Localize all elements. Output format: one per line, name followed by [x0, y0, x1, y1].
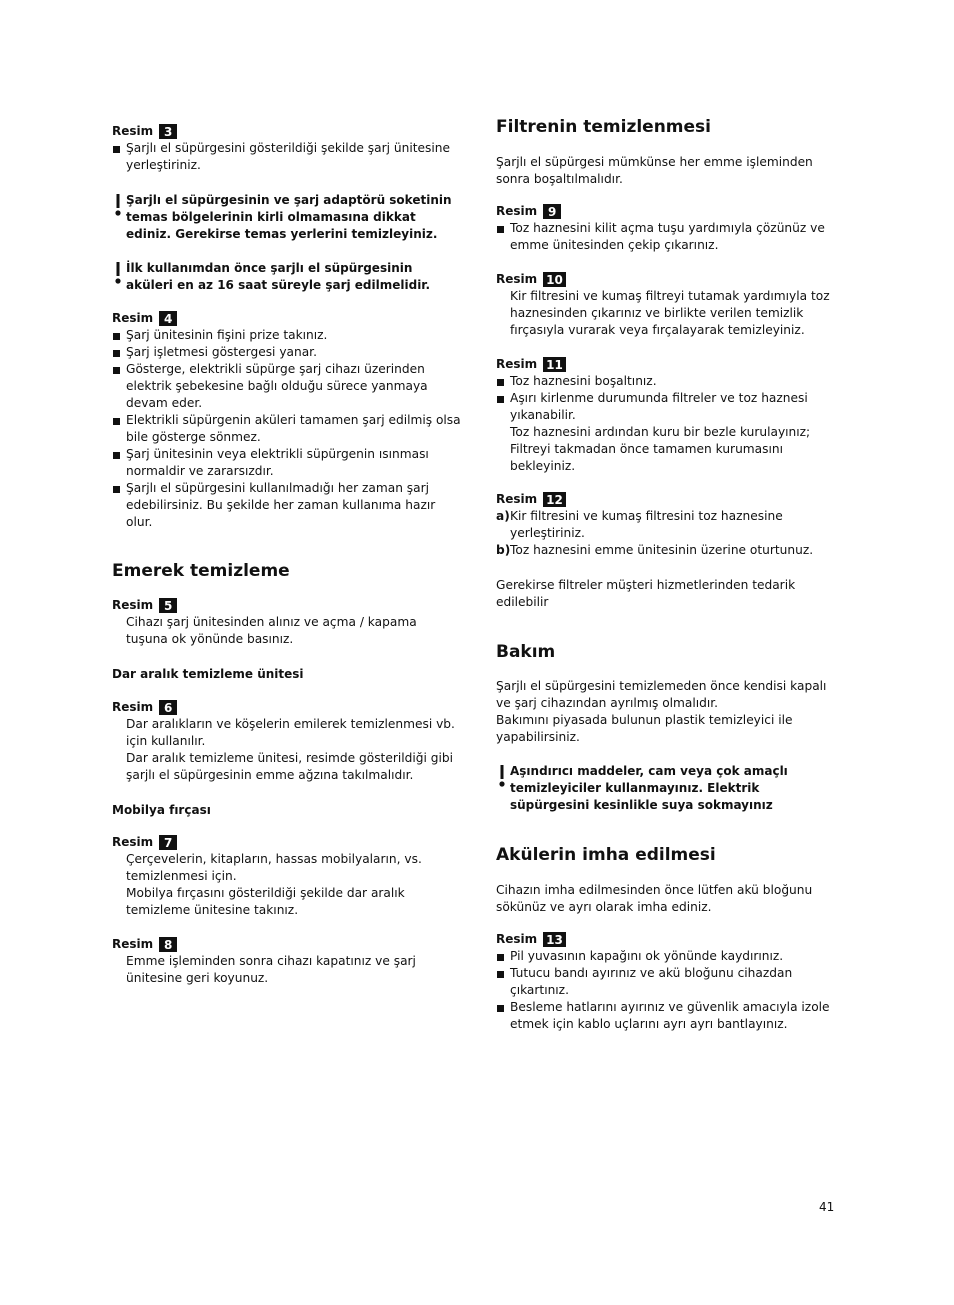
resim-5-section	[112, 596, 462, 648]
list-item: Toz haznesini boşaltınız.	[496, 373, 838, 390]
resim-12-section	[496, 490, 838, 559]
resim-4-section	[112, 309, 462, 531]
warning-note: İlk kullanımdan önce şarjlı el süpürgesinin aküleri en az 16 saat süreyle şarj edilmelidir.	[112, 260, 462, 294]
exclamation-icon	[114, 262, 122, 284]
bullet-square-icon	[497, 971, 504, 978]
paragraph: Bakımını piyasada bulunun plastik temizleyici ile yapabilirsiniz.	[496, 713, 793, 744]
list-item: Tutucu bandı ayırınız ve akü bloğunu cihazdan çıkartınız.	[496, 965, 838, 999]
bullet-square-icon	[497, 954, 504, 961]
list-item: Elektrikli süpürgenin aküleri tamamen şarj edilmiş olsa bile gösterge sönmez.	[112, 412, 462, 446]
bullet-square-icon	[497, 1005, 504, 1012]
bullet-square-icon	[497, 226, 504, 233]
resim-9-section	[496, 202, 838, 254]
figure-ref: Resim 11	[496, 355, 838, 373]
figure-ref: Resim 8	[112, 935, 462, 953]
list-item: a) Kir filtresini ve kumaş filtresini toz haznesine yerleştiriniz.	[496, 509, 783, 540]
paragraph: Gerekirse filtreler müşteri hizmetlerinden tedarik edilebilir	[496, 578, 796, 609]
list-item: Şarj ünitesinin fişini prize takınız.	[112, 327, 462, 344]
list-item: Pil yuvasının kapağını ok yönünde kaydırınız.	[496, 948, 838, 965]
paragraph: Filtreyi takmadan önce tamamen kurumasını bekleyiniz.	[510, 442, 783, 473]
list-item: Toz haznesini kilit açma tuşu yardımıyla çözünüz ve emme ünitesinden çekip çıkarınız.	[496, 220, 838, 254]
section-heading: Filtrenin temizlenmesi	[496, 117, 711, 137]
list-item: b) Toz haznesini emme ünitesinin üzerine oturtunuz.	[496, 543, 814, 557]
paragraph: Şarjlı el süpürgesini temizlemeden önce kendisi kapalı ve şarj cihazından ayrılmış olmalıdır.	[496, 679, 827, 710]
figure-ref: Resim 4	[112, 309, 462, 327]
figure-ref: Resim 6	[112, 698, 462, 716]
figure-number-badge: 9	[543, 204, 561, 219]
bullet-square-icon	[113, 418, 120, 425]
paragraph: Şarjlı el süpürgesi mümkünse her emme işleminden sonra boşaltılmalıdır.	[496, 155, 813, 186]
bullet-square-icon	[113, 350, 120, 357]
resim-6-section	[112, 698, 462, 784]
bullet-square-icon	[497, 379, 504, 386]
list-item: Aşırı kirlenme durumunda filtreler ve toz haznesi yıkanabilir.	[496, 390, 838, 424]
paragraph: Toz haznesini ardından kuru bir bezle kurulayınız;	[510, 425, 811, 439]
warning-note: Şarjlı el süpürgesinin ve şarj adaptörü soketinin temas bölgelerinin kirli olmamasına dikkat ediniz. Gerekirse temas yerlerini temizleyiniz.	[112, 192, 462, 243]
exclamation-icon	[114, 194, 122, 216]
bullet-square-icon	[497, 396, 504, 403]
figure-ref: Resim 13	[496, 930, 838, 948]
exclamation-icon	[498, 765, 506, 787]
figure-ref: Resim 12	[496, 490, 838, 508]
page-number: 41	[819, 1200, 835, 1214]
paragraph: Cihazın imha edilmesinden önce lütfen akü bloğunu sökünüz ve ayrı olarak imha ediniz.	[496, 883, 813, 914]
bullet-square-icon	[113, 146, 120, 153]
warning-note: Aşındırıcı maddeler, cam veya çok amaçlı temizleyiciler kullanmayınız. Elektrik süpürgesini kesinlikle suya sokmayınız	[496, 763, 838, 814]
figure-number-badge: 6	[159, 700, 177, 715]
figure-number-badge: 5	[159, 598, 177, 613]
list-item: Şarjlı el süpürgesini gösterildiği şekilde şarj ünitesine yerleştiriniz.	[112, 140, 462, 174]
paragraph: Cihazı şarj ünitesinden alınız ve açma / kapama tuşuna ok yönünde basınız.	[126, 615, 417, 646]
subsection-heading: Dar aralık temizleme ünitesi	[112, 667, 304, 681]
list-item: Şarj işletmesi göstergesi yanar.	[112, 344, 462, 361]
list-item: Besleme hatlarını ayırınız ve güvenlik amacıyla izole etmek için kablo uçlarını ayrı ayrı bantlayınız.	[496, 999, 838, 1033]
list-item: Şarjlı el süpürgesini kullanılmadığı her zaman şarj edebilirsiniz. Bu şekilde her zaman kullanıma hazır olur.	[112, 480, 462, 531]
resim-3-section	[112, 122, 462, 174]
list-item: Gösterge, elektrikli süpürge şarj cihazı üzerinden elektrik şebekesine bağlı olduğu sürece yanmaya devam eder.	[112, 361, 462, 412]
section-heading: Bakım	[496, 642, 556, 662]
figure-number-badge: 8	[159, 937, 177, 952]
bullet-square-icon	[113, 333, 120, 340]
figure-ref: Resim 3	[112, 122, 462, 140]
figure-ref: Resim 7	[112, 833, 462, 851]
bullet-square-icon	[113, 486, 120, 493]
subsection-heading: Mobilya fırçası	[112, 803, 211, 817]
figure-number-badge: 10	[543, 272, 566, 287]
section-heading: Akülerin imha edilmesi	[496, 845, 716, 865]
resim-8-section	[112, 935, 462, 987]
figure-number-badge: 11	[543, 357, 566, 372]
figure-ref: Resim 9	[496, 202, 838, 220]
figure-ref: Resim 10	[496, 270, 838, 288]
paragraph: Emme işleminden sonra cihazı kapatınız ve şarj ünitesine geri koyunuz.	[126, 954, 416, 985]
paragraph: Dar aralık temizleme ünitesi, resimde gösterildiği gibi şarjlı el süpürgesinin emme ağzına takılmalıdır.	[126, 751, 453, 782]
paragraph: Mobilya fırçasını gösterildiği şekilde dar aralık temizleme ünitesine takınız.	[126, 886, 405, 917]
paragraph: Çerçevelerin, kitapların, hassas mobilyaların, vs. temizlenmesi için.	[126, 852, 422, 883]
bullet-square-icon	[113, 367, 120, 374]
paragraph: Dar aralıkların ve köşelerin emilerek temizlenmesi vb. için kullanılır.	[126, 717, 455, 748]
figure-number-badge: 7	[159, 835, 177, 850]
figure-number-badge: 13	[543, 932, 566, 947]
resim-10-section	[496, 270, 838, 339]
resim-7-section	[112, 833, 462, 919]
bullet-square-icon	[113, 452, 120, 459]
step-label: b)	[496, 543, 511, 557]
figure-number-badge: 4	[159, 311, 177, 326]
bakim-text	[496, 678, 838, 746]
list-item: Şarj ünitesinin veya elektrikli süpürgenin ısınması normaldir ve zararsızdır.	[112, 446, 462, 480]
resim-11-section	[496, 355, 838, 475]
figure-number-badge: 3	[159, 124, 177, 139]
figure-number-badge: 12	[543, 492, 566, 507]
paragraph: Kir filtresini ve kumaş filtreyi tutamak yardımıyla toz haznesinden çıkarınız ve birlikte verilen temizlik fırçasıyla vurarak veya fırçalayarak temizleyiniz.	[510, 289, 830, 337]
figure-ref: Resim 5	[112, 596, 462, 614]
section-heading: Emerek temizleme	[112, 561, 290, 581]
resim-13-section	[496, 930, 838, 1033]
step-label: a)	[496, 509, 510, 523]
